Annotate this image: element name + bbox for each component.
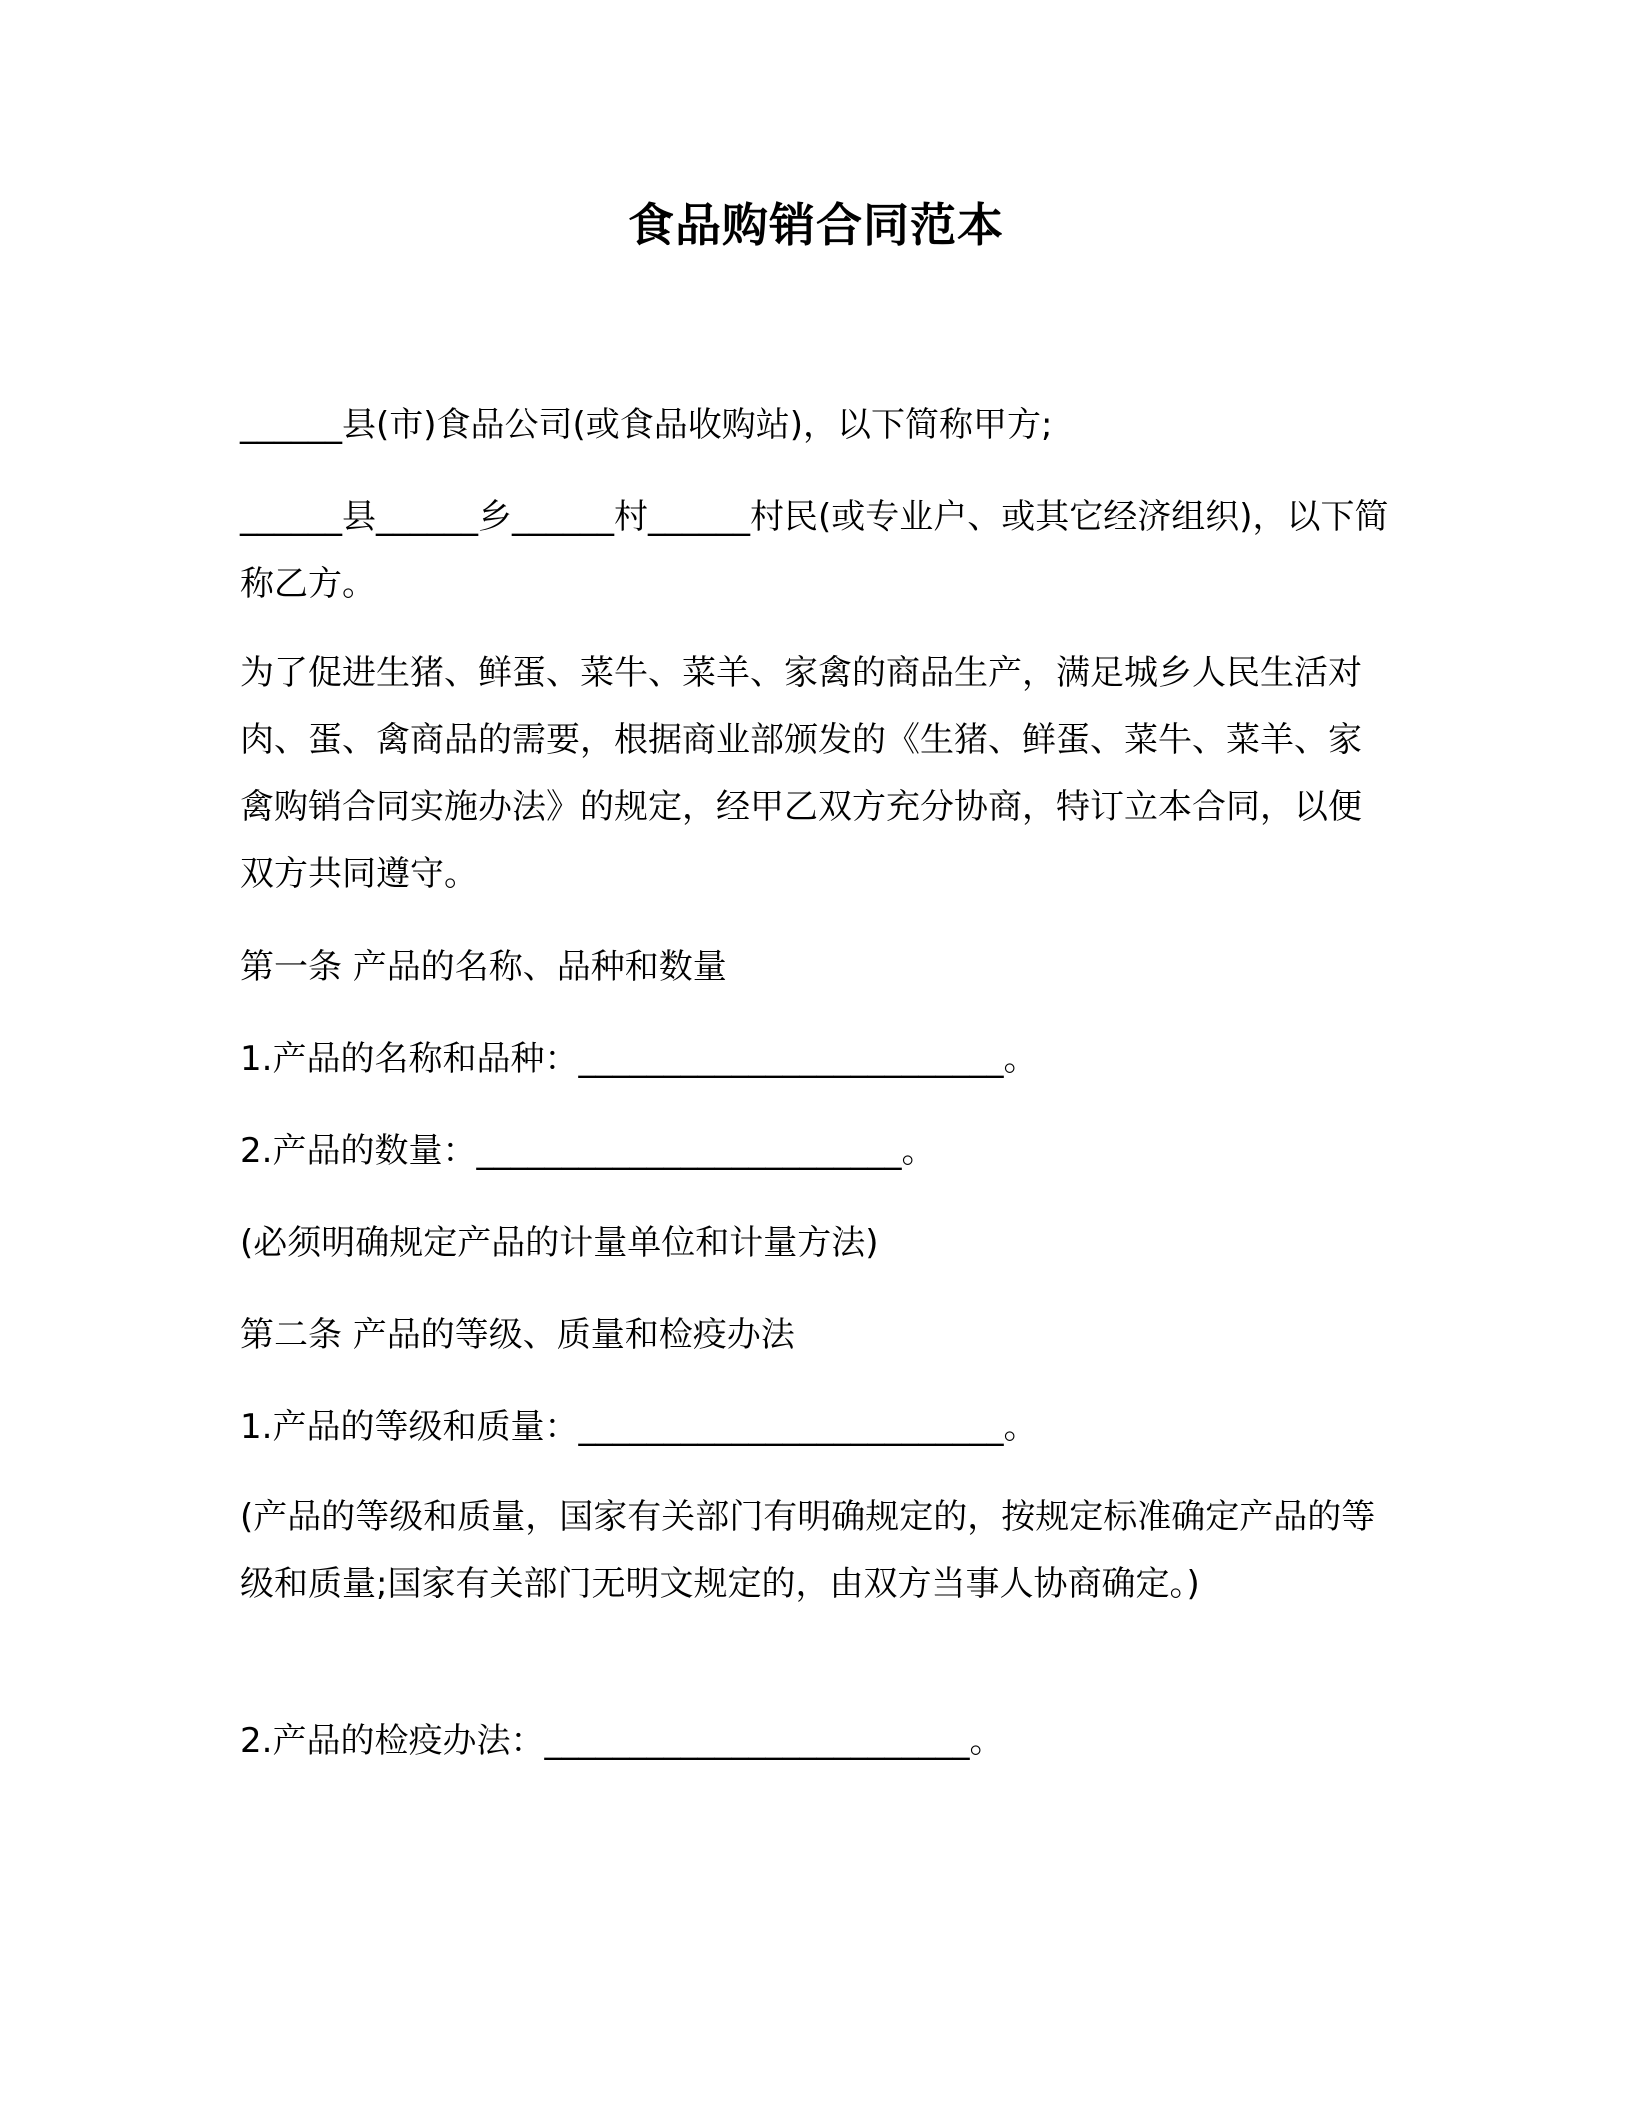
article1-item2: 2.产品的数量：_________________________。 — [240, 1131, 936, 1171]
article2-item2: 2.产品的检疫办法：_________________________。 — [240, 1721, 1004, 1761]
article2-heading: 第二条 产品的等级、质量和检疫办法 — [240, 1315, 795, 1355]
article1-note: (必须明确规定产品的计量单位和计量方法) — [240, 1223, 879, 1263]
article1-item1: 1.产品的名称和品种：_________________________。 — [240, 1039, 1038, 1079]
article1-heading: 第一条 产品的名称、品种和数量 — [240, 947, 727, 987]
article2-note: (产品的等级和质量，国家有关部门有明确规定的，按规定标准确定产品的等级和质量;国家有关部门无明文规定的，由双方当事人协商确定。) — [240, 1497, 1376, 1604]
document-title: 食品购销合同范本 — [628, 198, 1004, 252]
party-b-paragraph: ______县______乡______村______村民(或专业户、或其它经济组织)，以下简称乙方。 — [240, 497, 1389, 604]
party-a-paragraph: ______县(市)食品公司(或食品收购站)，以下简称甲方; — [240, 405, 1053, 445]
article2-item1: 1.产品的等级和质量：_________________________。 — [240, 1407, 1038, 1447]
preamble-paragraph: 为了促进生猪、鲜蛋、菜牛、菜羊、家禽的商品生产，满足城乡人民生活对肉、蛋、禽商品的需要，根据商业部颁发的《生猪、鲜蛋、菜牛、菜羊、家禽购销合同实施办法》的规定，经甲乙双方充分协商，特订立本合同，以便双方共同遵守。 — [240, 653, 1362, 894]
